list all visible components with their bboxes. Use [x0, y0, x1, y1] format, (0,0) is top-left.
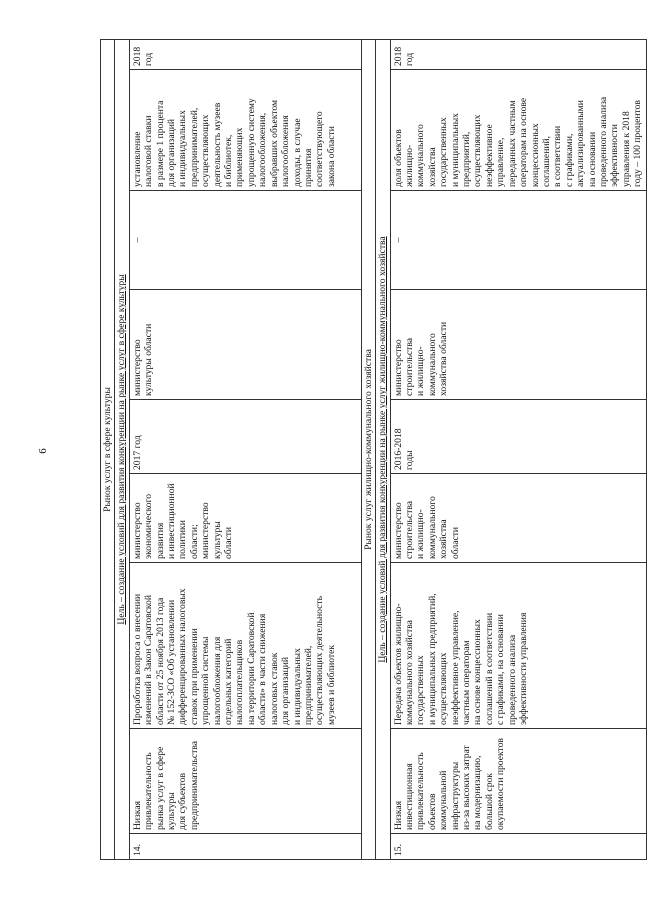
goal-row: [376, 39, 390, 859]
executor-cell: министерство строительства и жилищно- коммунального хозяйства области: [390, 290, 646, 400]
responsible-cell: министерство строительства и жилищно- коммунального хозяйства области: [390, 474, 646, 563]
goal-row: [115, 39, 129, 859]
measure-cell: Передача объектов жилищно- коммунального хозяйства государственных и муниципальных предприятий, осуществляющих неэффективное управление, частным операторам на основе концессионных соглашений в соответствии с графиками, на основании проведенного анализа эффективности управления: [390, 563, 646, 729]
table-row: [390, 39, 646, 859]
section-title-row: [361, 39, 375, 859]
section-title-row: [101, 39, 115, 859]
result-cell: доля объектов жилищно- коммунального хозяйства государственных и муниципальных предприятий, осуществляющих неэффективное управление, переданных частным операторам на основе концессионных соглашений, в соответствии с графиками, актуализированными на основании проведенного анализа эффективности управления к 2018 году – 100 процентов: [390, 70, 646, 191]
row-number: 14.: [129, 834, 361, 860]
cost-cell: –: [390, 191, 646, 290]
row-number: 15.: [390, 834, 646, 860]
goal-text: Цель – создание условий для развития конкуренции на рынке услуг жилищно-коммунального хозяйства: [376, 39, 390, 859]
table-row: [129, 39, 361, 859]
term-cell: 2016-2018 годы: [390, 400, 646, 474]
year-cell: 2018 год: [129, 39, 361, 69]
responsible-cell: министерство экономического развития и инвестиционной политики области; министерство культуры области: [129, 474, 361, 563]
problem-cell: Низкая инвестиционная привлекательность объектов коммунальной инфраструктуры из-за высоких затрат на модернизацию, большой срок окупаемости проектов: [390, 729, 646, 834]
result-cell: установление налоговой ставки в размере 1 процента для организаций и индивидуальных предпринимателей, осуществляющих деятельность музеев и библиотек, применяющих упрощенную систему налогообложения, выбравших объектом налогообложения доходы, в случае принятия соответствующего закона области: [129, 70, 361, 191]
section-title: Рынок услуг жилищно-коммунального хозяйства: [361, 39, 375, 859]
goal-text: Цель – создание условий для развития конкуренции на рынке услуг в сфере культуры: [115, 39, 129, 859]
page-number: 6: [36, 448, 49, 454]
section-title: Рынок услуг в сфере культуры: [101, 39, 115, 859]
rotated-table-canvas: [100, 40, 644, 860]
problem-cell: Низкая привлекательность рынка услуг в сфере культуры для субъектов предпринимательства: [129, 729, 361, 834]
year-cell: 2018 год: [390, 39, 646, 69]
measures-table: [100, 39, 647, 860]
executor-cell: министерство культуры области: [129, 290, 361, 400]
cost-cell: –: [129, 191, 361, 290]
term-cell: 2017 год: [129, 400, 361, 474]
measure-cell: Проработка вопроса о внесении изменений в Закон Саратовской области от 25 ноября 2013 года № 152-ЗСО «Об установлении дифференцированных налоговых ставок при применении упрощенной системы налогообложения для отдельных категорий налогоплательщиков на территории Саратовской области» в части снижения налоговых ставок для организаций и индивидуальных предпринимателей, осуществляющих деятельность музеев и библиотек: [129, 563, 361, 729]
